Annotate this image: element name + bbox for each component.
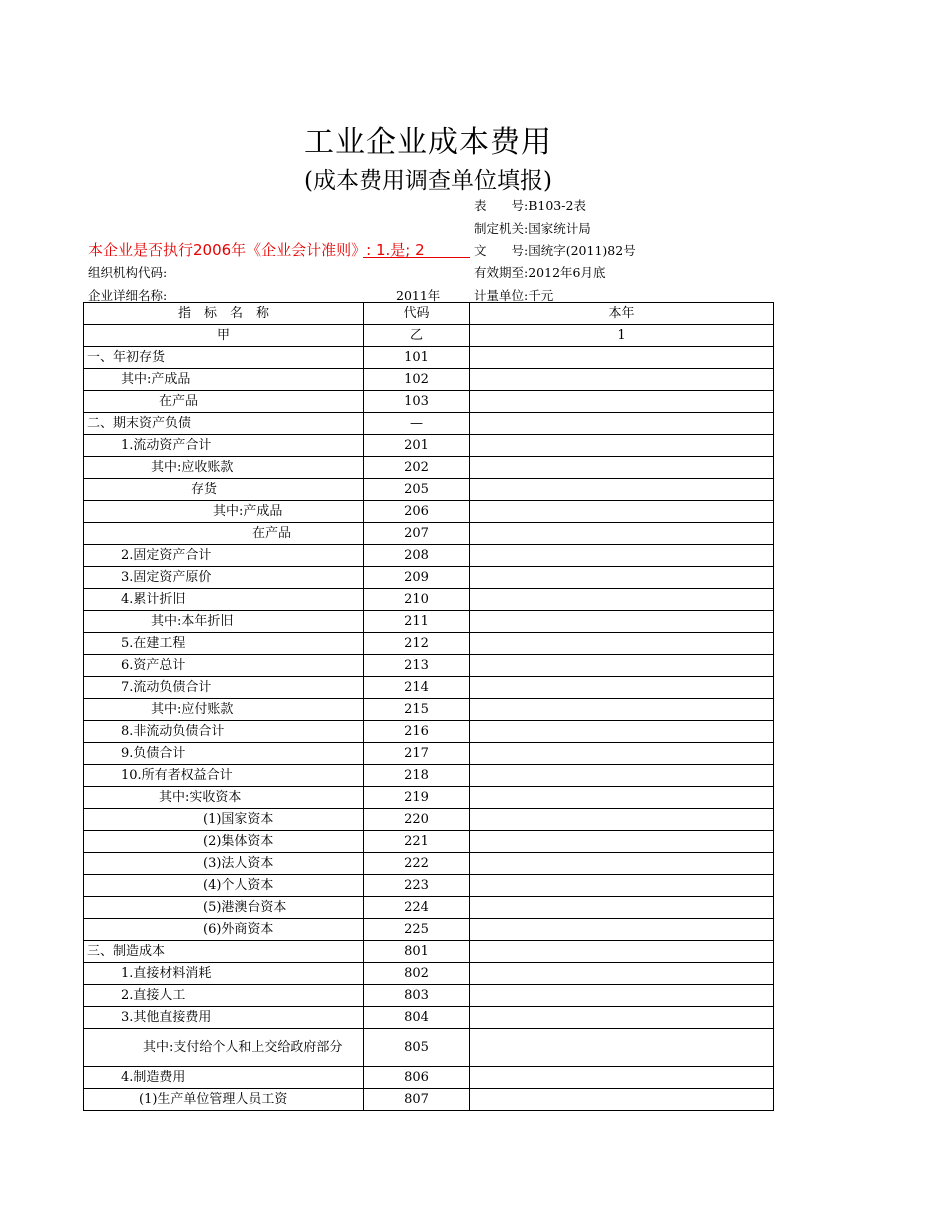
row-value-input[interactable]: [470, 941, 774, 963]
row-value-input[interactable]: [470, 435, 774, 457]
row-name: 2.固定资产合计: [84, 545, 364, 567]
row-name: 1.流动资产合计: [84, 435, 364, 457]
row-code: 206: [364, 501, 470, 523]
table-row: [84, 919, 774, 941]
row-code: 221: [364, 831, 470, 853]
subheader-jia: 甲: [84, 325, 364, 347]
row-value-input[interactable]: [470, 523, 774, 545]
row-name: 其中:产成品: [84, 369, 364, 391]
row-code: —: [364, 413, 470, 435]
valid-label: 有效期至:: [474, 265, 529, 280]
table-row: [84, 787, 774, 809]
row-code: 220: [364, 809, 470, 831]
row-code: 225: [364, 919, 470, 941]
table-row: [84, 457, 774, 479]
table-row: [84, 1089, 774, 1111]
form-number-value: B103-2表: [528, 198, 586, 213]
page-title: 工业企业成本费用: [304, 125, 552, 160]
row-name: (4)个人资本: [84, 875, 364, 897]
row-value-input[interactable]: [470, 567, 774, 589]
row-name: 7.流动负债合计: [84, 677, 364, 699]
row-name: 其中:应收账款: [84, 457, 364, 479]
row-value-input[interactable]: [470, 655, 774, 677]
row-name: 8.非流动负债合计: [84, 721, 364, 743]
row-name: (2)集体资本: [84, 831, 364, 853]
row-value-input[interactable]: [470, 1007, 774, 1029]
row-value-input[interactable]: [470, 1089, 774, 1111]
row-value-input[interactable]: [470, 391, 774, 413]
row-name: 其中:实收资本: [84, 787, 364, 809]
row-code: 201: [364, 435, 470, 457]
row-code: 207: [364, 523, 470, 545]
table-row: [84, 633, 774, 655]
row-name: 4.累计折旧: [84, 589, 364, 611]
accounting-standard-notice: 本企业是否执行2006年《企业会计准则》: 1.是; 2: [88, 241, 425, 259]
row-value-input[interactable]: [470, 919, 774, 941]
table-row: [84, 479, 774, 501]
table-row: [84, 589, 774, 611]
row-value-input[interactable]: [470, 809, 774, 831]
table-row: [84, 611, 774, 633]
row-name: 其中:本年折旧: [84, 611, 364, 633]
document-number: [474, 241, 636, 259]
row-value-input[interactable]: [470, 501, 774, 523]
row-value-input[interactable]: [470, 699, 774, 721]
row-code: 103: [364, 391, 470, 413]
row-code: 802: [364, 963, 470, 985]
row-code: 807: [364, 1089, 470, 1111]
row-code: 806: [364, 1067, 470, 1089]
table-row: [84, 655, 774, 677]
row-value-input[interactable]: [470, 369, 774, 391]
row-value-input[interactable]: [470, 677, 774, 699]
row-value-input[interactable]: [470, 457, 774, 479]
row-value-input[interactable]: [470, 765, 774, 787]
doc-number-value: 国统字(2011)82号: [528, 243, 636, 258]
row-value-input[interactable]: [470, 611, 774, 633]
table-row: [84, 743, 774, 765]
report-year: 2011年: [396, 288, 441, 303]
row-name: (1)国家资本: [84, 809, 364, 831]
row-code: 213: [364, 655, 470, 677]
row-name: 二、期末资产负债: [84, 413, 364, 435]
table-row: [84, 1067, 774, 1089]
row-code: 801: [364, 941, 470, 963]
table-row: [84, 435, 774, 457]
table-row: [84, 765, 774, 787]
row-name: 6.资产总计: [84, 655, 364, 677]
row-name: 三、制造成本: [84, 941, 364, 963]
row-name: 一、年初存货: [84, 347, 364, 369]
row-value-input[interactable]: [470, 743, 774, 765]
table-row: [84, 347, 774, 369]
row-code: 224: [364, 897, 470, 919]
row-value-input[interactable]: [470, 985, 774, 1007]
table-row: [84, 809, 774, 831]
table-row: [84, 897, 774, 919]
row-value-input[interactable]: [470, 589, 774, 611]
row-value-input[interactable]: [470, 479, 774, 501]
page-subtitle: (成本费用调查单位填报): [304, 168, 552, 194]
row-value-input[interactable]: [470, 633, 774, 655]
row-name: 其中:支付给个人和上交给政府部分: [84, 1029, 364, 1067]
table-row: [84, 677, 774, 699]
header-indicator-name: 指 标 名 称: [84, 303, 364, 325]
row-name: 其中:产成品: [84, 501, 364, 523]
row-code: 214: [364, 677, 470, 699]
row-name: 在产品: [84, 391, 364, 413]
table-row: [84, 941, 774, 963]
row-name: 3.固定资产原价: [84, 567, 364, 589]
authority-value: 国家统计局: [528, 221, 591, 236]
table-row: [84, 545, 774, 567]
row-code: 210: [364, 589, 470, 611]
doc-number-label: 文 号:: [474, 243, 529, 258]
table-row: [84, 413, 774, 435]
row-name: (6)外商资本: [84, 919, 364, 941]
row-value-input[interactable]: [470, 963, 774, 985]
header-code: 代码: [364, 303, 470, 325]
row-code: 803: [364, 985, 470, 1007]
row-value-input[interactable]: [470, 1067, 774, 1089]
table-row: [84, 1029, 774, 1067]
row-value-input[interactable]: [470, 1029, 774, 1067]
row-name: (1)生产单位管理人员工资: [84, 1089, 364, 1111]
table-row: [84, 831, 774, 853]
row-name: 存货: [84, 479, 364, 501]
row-value-input[interactable]: [470, 831, 774, 853]
row-code: 101: [364, 347, 470, 369]
row-code: 804: [364, 1007, 470, 1029]
row-name: 9.负债合计: [84, 743, 364, 765]
row-name: 4.制造费用: [84, 1067, 364, 1089]
org-code-label: 组织机构代码:: [88, 265, 168, 280]
row-value-input[interactable]: [470, 853, 774, 875]
notice-underline: [363, 257, 470, 258]
row-code: 805: [364, 1029, 470, 1067]
row-value-input[interactable]: [470, 875, 774, 897]
row-code: 222: [364, 853, 470, 875]
row-code: 216: [364, 721, 470, 743]
row-code: 205: [364, 479, 470, 501]
valid-value: 2012年6月底: [528, 265, 606, 280]
valid-until: [474, 263, 605, 281]
row-value-input[interactable]: [470, 721, 774, 743]
row-code: 223: [364, 875, 470, 897]
table-row: [84, 721, 774, 743]
table-row: [84, 369, 774, 391]
table-row: [84, 501, 774, 523]
row-code: 218: [364, 765, 470, 787]
row-name: 1.直接材料消耗: [84, 963, 364, 985]
row-value-input[interactable]: [470, 787, 774, 809]
table-subheader-row: [84, 325, 774, 347]
unit-value: 千元: [528, 288, 554, 303]
form-number: [474, 196, 586, 214]
table-row: [84, 985, 774, 1007]
issuing-authority: [474, 219, 591, 237]
row-name: 5.在建工程: [84, 633, 364, 655]
row-value-input[interactable]: [470, 347, 774, 369]
header-current-year: 本年: [470, 303, 774, 325]
row-code: 102: [364, 369, 470, 391]
unit-label: 计量单位:: [474, 288, 529, 303]
row-name: 其中:应付账款: [84, 699, 364, 721]
row-value-input[interactable]: [470, 545, 774, 567]
company-name-label: 企业详细名称:: [88, 288, 168, 303]
row-name: (5)港澳台资本: [84, 897, 364, 919]
row-code: 209: [364, 567, 470, 589]
row-name: 2.直接人工: [84, 985, 364, 1007]
subheader-yi: 乙: [364, 325, 470, 347]
form-number-label: 表 号:: [474, 198, 529, 213]
row-code: 212: [364, 633, 470, 655]
row-name: 10.所有者权益合计: [84, 765, 364, 787]
row-code: 219: [364, 787, 470, 809]
row-code: 202: [364, 457, 470, 479]
table-header-row: [84, 303, 774, 325]
row-code: 211: [364, 611, 470, 633]
table-row: [84, 567, 774, 589]
row-code: 215: [364, 699, 470, 721]
table-row: [84, 391, 774, 413]
row-value-input[interactable]: [470, 897, 774, 919]
table-row: [84, 853, 774, 875]
subheader-col-1: 1: [470, 325, 774, 347]
row-name: (3)法人资本: [84, 853, 364, 875]
table-row: [84, 1007, 774, 1029]
row-name: 在产品: [84, 523, 364, 545]
row-code: 217: [364, 743, 470, 765]
table-row: [84, 875, 774, 897]
table-row: [84, 699, 774, 721]
table-row: [84, 963, 774, 985]
row-value-input[interactable]: [470, 413, 774, 435]
table-row: [84, 523, 774, 545]
row-code: 208: [364, 545, 470, 567]
row-name: 3.其他直接费用: [84, 1007, 364, 1029]
authority-label: 制定机关:: [474, 221, 529, 236]
cost-table: [83, 302, 774, 1111]
